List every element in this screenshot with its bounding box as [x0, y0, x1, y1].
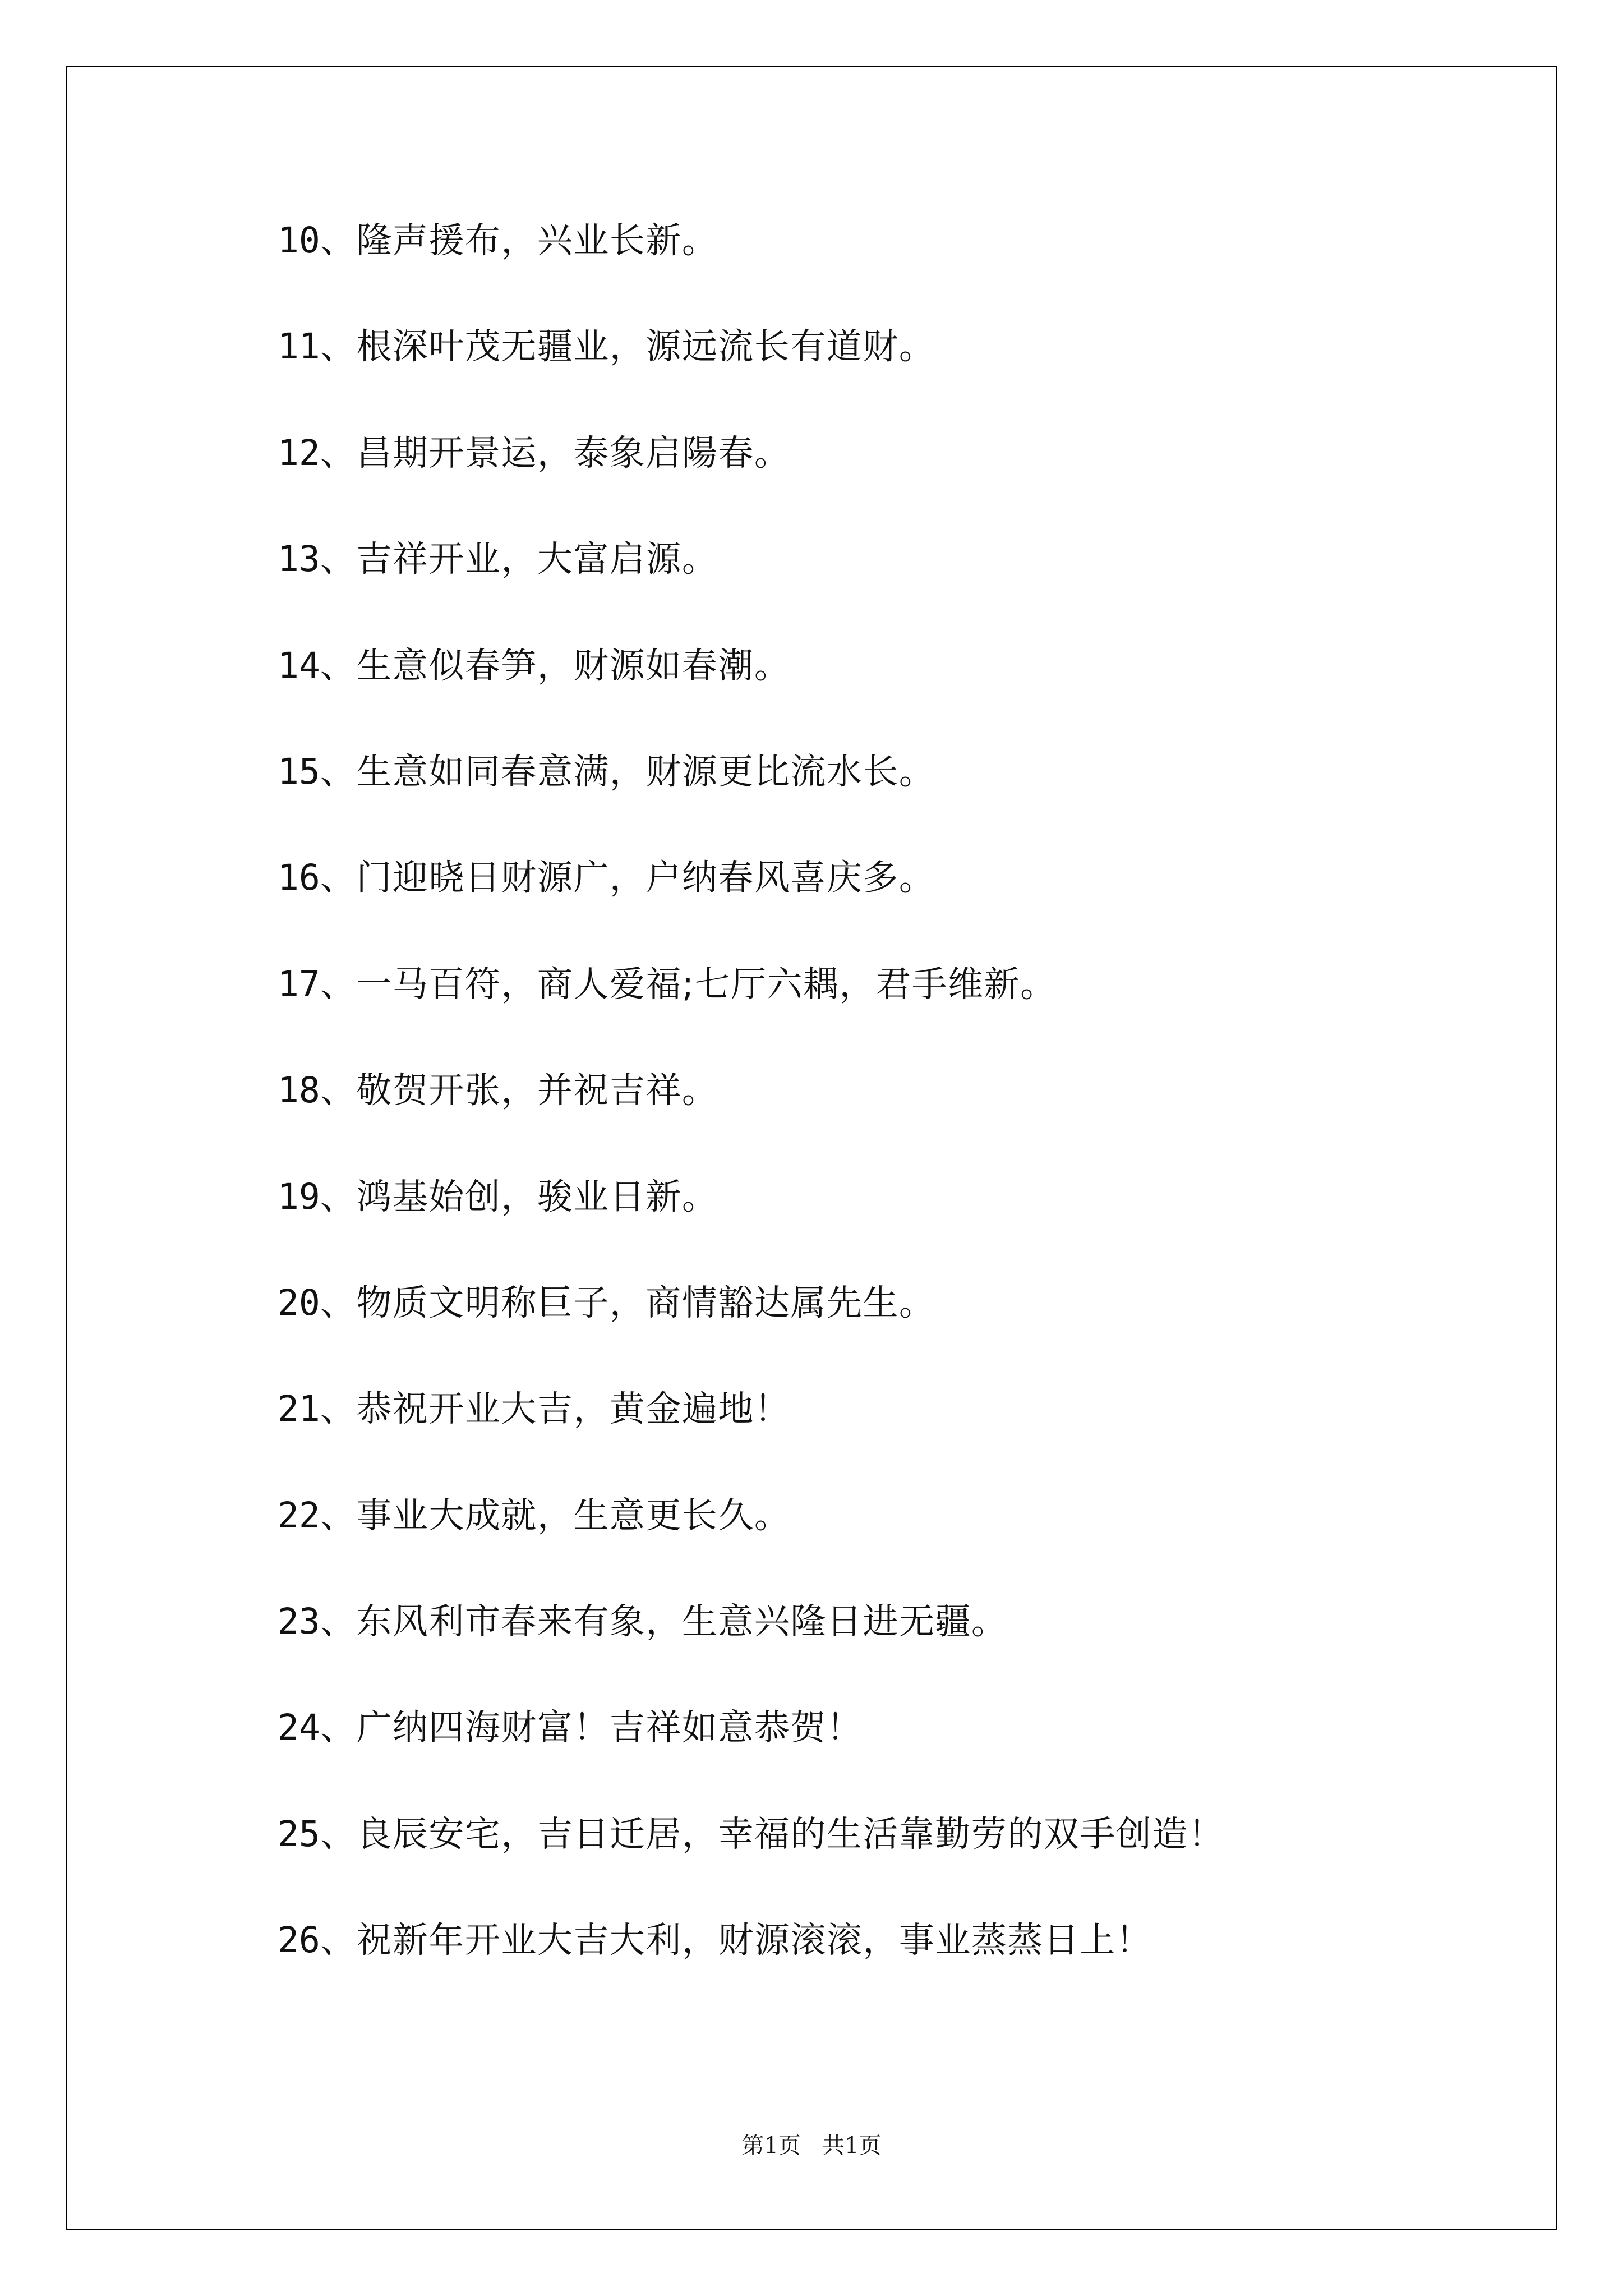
list-item [278, 432, 1534, 542]
list-item [278, 1176, 1534, 1286]
entry-number: 18 [278, 1070, 320, 1111]
entry-number: 19 [278, 1176, 320, 1217]
entry-list [278, 220, 1534, 2030]
entry-separator: 、 [320, 1707, 357, 1749]
entry-text: 恭祝开业大吉，黄金遍地！ [356, 1388, 791, 1430]
entry-text: 一马百符，商人爱福;七厅六耦，君手维新。 [356, 963, 1057, 1005]
entry-separator: 、 [320, 539, 357, 580]
list-item [278, 326, 1534, 435]
entry-number: 10 [278, 220, 320, 261]
entry-separator: 、 [320, 1388, 357, 1430]
list-item [278, 857, 1534, 967]
list-item [278, 1813, 1534, 1923]
list-item [278, 1920, 1534, 2029]
list-item [278, 539, 1534, 648]
entry-number: 11 [278, 326, 320, 367]
entry-number: 22 [278, 1494, 320, 1536]
entry-number: 14 [278, 645, 320, 686]
entry-separator: 、 [320, 1282, 357, 1323]
entry-separator: 、 [320, 645, 357, 686]
entry-separator: 、 [320, 1601, 357, 1642]
entry-number: 13 [278, 539, 320, 580]
entry-separator: 、 [320, 963, 357, 1005]
entry-text: 生意似春笋，财源如春潮。 [356, 645, 791, 686]
entry-separator: 、 [320, 751, 357, 792]
entry-number: 25 [278, 1813, 320, 1855]
entry-text: 昌期开景运，泰象启陽春。 [356, 432, 791, 473]
list-item [278, 1707, 1534, 1816]
entry-number: 16 [278, 857, 320, 899]
entry-text: 隆声援布，兴业长新。 [356, 220, 718, 261]
entry-number: 12 [278, 432, 320, 473]
list-item [278, 751, 1534, 861]
entry-number: 26 [278, 1920, 320, 1961]
entry-text: 生意如同春意满，财源更比流水长。 [356, 751, 935, 792]
entry-separator: 、 [320, 1920, 357, 1961]
list-item [278, 645, 1534, 754]
entry-text: 门迎晓日财源广，户纳春风喜庆多。 [356, 857, 935, 899]
entry-number: 24 [278, 1707, 320, 1749]
entry-text: 事业大成就，生意更长久。 [356, 1494, 791, 1536]
entry-text: 东风利市春来有象，生意兴隆日进无疆。 [356, 1601, 1008, 1642]
entry-number: 17 [278, 963, 320, 1005]
entry-separator: 、 [320, 1813, 357, 1855]
entry-number: 20 [278, 1282, 320, 1323]
list-item [278, 1388, 1534, 1498]
entry-text: 良辰安宅，吉日迁居，幸福的生活靠勤劳的双手创造！ [356, 1813, 1225, 1855]
list-item [278, 1601, 1534, 1710]
list-item [278, 220, 1534, 329]
entry-separator: 、 [320, 857, 357, 899]
list-item [278, 1070, 1534, 1179]
entry-text: 物质文明称巨子，商情豁达属先生。 [356, 1282, 935, 1323]
entry-separator: 、 [320, 432, 357, 473]
entry-separator: 、 [320, 220, 357, 261]
entry-text: 祝新年开业大吉大利，财源滚滚，事业蒸蒸日上！ [356, 1920, 1152, 1961]
entry-number: 23 [278, 1601, 320, 1642]
entry-text: 敬贺开张，并祝吉祥。 [356, 1070, 718, 1111]
entry-separator: 、 [320, 1070, 357, 1111]
entry-separator: 、 [320, 1494, 357, 1536]
entry-separator: 、 [320, 1176, 357, 1217]
entry-number: 21 [278, 1388, 320, 1430]
list-item [278, 963, 1534, 1073]
entry-text: 根深叶茂无疆业，源远流长有道财。 [356, 326, 935, 367]
entry-text: 广纳四海财富！吉祥如意恭贺！ [356, 1707, 863, 1749]
entry-number: 15 [278, 751, 320, 792]
page-number-footer: 第1页 共1页 [741, 2133, 882, 2159]
list-item [278, 1282, 1534, 1392]
list-item [278, 1494, 1534, 1604]
entry-text: 吉祥开业，大富启源。 [356, 539, 718, 580]
entry-text: 鸿基始创，骏业日新。 [356, 1176, 718, 1217]
entry-separator: 、 [320, 326, 357, 367]
